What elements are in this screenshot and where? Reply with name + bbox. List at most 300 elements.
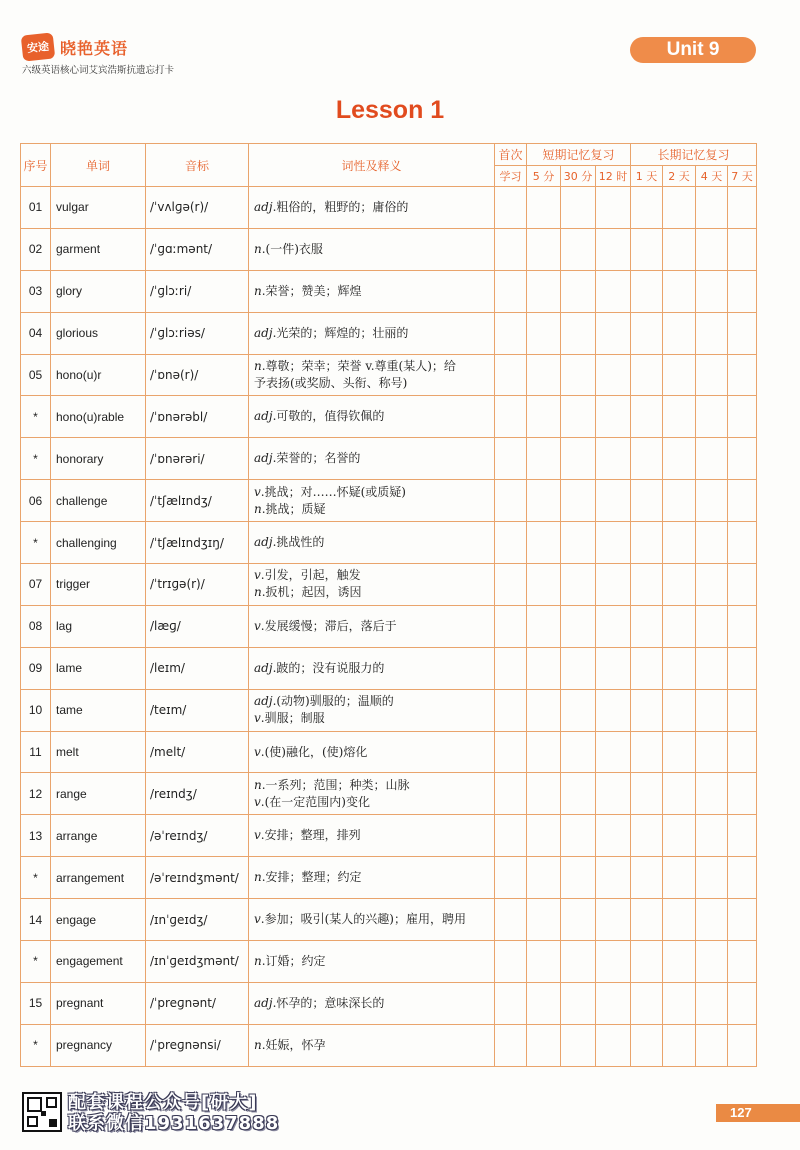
review-checkbox-cell[interactable] xyxy=(495,438,527,480)
row-phonetic: /ˈvʌlɡə(r)/ xyxy=(146,187,249,229)
review-checkbox-cell[interactable] xyxy=(596,1024,631,1066)
review-checkbox-cell[interactable] xyxy=(663,312,696,354)
table-row xyxy=(21,773,757,815)
review-checkbox-cell[interactable] xyxy=(495,522,527,564)
definition-text: .驯服；制服 xyxy=(260,711,325,726)
book-subtitle: 六级英语核心词艾宾浩斯抗遗忘打卡 xyxy=(22,65,175,76)
review-checkbox-cell[interactable] xyxy=(561,647,596,689)
review-checkbox-cell[interactable] xyxy=(663,396,696,438)
review-checkbox-cell[interactable] xyxy=(663,480,696,522)
review-checkbox-cell[interactable] xyxy=(527,605,561,647)
review-checkbox-cell[interactable] xyxy=(631,312,663,354)
review-checkbox-cell[interactable] xyxy=(663,647,696,689)
review-checkbox-cell[interactable] xyxy=(696,899,728,941)
review-checkbox-cell[interactable] xyxy=(561,815,596,857)
review-checkbox-cell[interactable] xyxy=(596,982,631,1024)
definition-line xyxy=(254,869,494,886)
row-number: * xyxy=(21,941,51,983)
definition-line xyxy=(254,1037,494,1054)
row-definition xyxy=(249,312,495,354)
review-checkbox-cell[interactable] xyxy=(596,354,631,396)
table-row xyxy=(21,941,757,983)
review-checkbox-cell[interactable] xyxy=(527,522,561,564)
row-definition xyxy=(249,396,495,438)
definition-line xyxy=(254,618,494,635)
review-checkbox-cell[interactable] xyxy=(495,815,527,857)
review-checkbox-cell[interactable] xyxy=(663,773,696,815)
review-checkbox-cell[interactable] xyxy=(527,187,561,229)
lesson-title: Lesson 1 xyxy=(335,96,445,124)
definition-text: .安排；整理，排列 xyxy=(260,828,361,843)
review-checkbox-cell[interactable] xyxy=(663,228,696,270)
part-of-speech: n xyxy=(254,585,262,600)
part-of-speech: adj xyxy=(254,535,273,550)
header-number: 序号 xyxy=(21,144,51,187)
definition-line xyxy=(254,484,494,501)
table-row xyxy=(21,605,757,647)
review-checkbox-cell[interactable] xyxy=(495,187,527,229)
review-checkbox-cell[interactable] xyxy=(696,647,728,689)
part-of-speech: n xyxy=(254,501,262,516)
review-checkbox-cell[interactable] xyxy=(631,228,663,270)
review-checkbox-cell[interactable] xyxy=(527,982,561,1024)
row-definition xyxy=(249,857,495,899)
review-checkbox-cell[interactable] xyxy=(561,480,596,522)
review-checkbox-cell[interactable] xyxy=(728,438,757,480)
review-checkbox-cell[interactable] xyxy=(728,312,757,354)
review-checkbox-cell[interactable] xyxy=(561,1024,596,1066)
row-definition xyxy=(249,647,495,689)
part-of-speech: n xyxy=(254,1037,262,1052)
review-checkbox-cell[interactable] xyxy=(596,941,631,983)
definition-text: .发展缓慢；滞后，落后于 xyxy=(260,618,397,633)
review-checkbox-cell[interactable] xyxy=(596,773,631,815)
definition-line xyxy=(254,995,494,1012)
vocabulary-table xyxy=(20,143,757,1067)
review-checkbox-cell[interactable] xyxy=(495,941,527,983)
review-checkbox-cell[interactable] xyxy=(663,438,696,480)
table-body xyxy=(21,187,757,1067)
definition-line xyxy=(254,283,494,300)
review-checkbox-cell[interactable] xyxy=(527,312,561,354)
row-word: range xyxy=(51,773,146,815)
review-checkbox-cell[interactable] xyxy=(561,899,596,941)
review-checkbox-cell[interactable] xyxy=(527,773,561,815)
row-phonetic: /læɡ/ xyxy=(146,605,249,647)
definition-text: .引发，引起，触发 xyxy=(260,568,361,583)
row-number: * xyxy=(21,857,51,899)
review-checkbox-cell[interactable] xyxy=(631,941,663,983)
review-checkbox-cell[interactable] xyxy=(728,1024,757,1066)
part-of-speech: adj xyxy=(254,409,273,424)
table-row xyxy=(21,480,757,522)
review-checkbox-cell[interactable] xyxy=(596,522,631,564)
review-checkbox-cell[interactable] xyxy=(495,605,527,647)
row-number: 01 xyxy=(21,187,51,229)
definition-line xyxy=(254,501,494,518)
review-checkbox-cell[interactable] xyxy=(495,270,527,312)
definition-text: .(动物)驯服的；温顺的 xyxy=(272,694,394,709)
table-row xyxy=(21,731,757,773)
review-checkbox-cell[interactable] xyxy=(561,522,596,564)
review-checkbox-cell[interactable] xyxy=(527,270,561,312)
part-of-speech: v xyxy=(254,744,261,759)
table-row xyxy=(21,522,757,564)
part-of-speech: v xyxy=(254,794,261,809)
review-checkbox-cell[interactable] xyxy=(728,857,757,899)
review-checkbox-cell[interactable] xyxy=(728,647,757,689)
definition-line xyxy=(254,450,494,467)
review-checkbox-cell[interactable] xyxy=(696,857,728,899)
review-checkbox-cell[interactable] xyxy=(663,564,696,606)
review-checkbox-cell[interactable] xyxy=(596,438,631,480)
definition-line xyxy=(254,408,494,425)
review-checkbox-cell[interactable] xyxy=(696,815,728,857)
review-checkbox-cell[interactable] xyxy=(495,689,527,731)
part-of-speech: n xyxy=(254,283,262,298)
review-checkbox-cell[interactable] xyxy=(728,773,757,815)
review-checkbox-cell[interactable] xyxy=(663,857,696,899)
review-checkbox-cell[interactable] xyxy=(527,899,561,941)
promo-line: 联系微信1931637888 xyxy=(68,1113,280,1134)
review-checkbox-cell[interactable] xyxy=(561,982,596,1024)
review-checkbox-cell[interactable] xyxy=(495,396,527,438)
review-checkbox-cell[interactable] xyxy=(495,312,527,354)
review-checkbox-cell[interactable] xyxy=(663,522,696,564)
review-checkbox-cell[interactable] xyxy=(696,605,728,647)
review-checkbox-cell[interactable] xyxy=(631,647,663,689)
logo-mark-icon: 安途 xyxy=(21,32,56,61)
definition-line xyxy=(254,777,494,794)
table-row xyxy=(21,396,757,438)
review-checkbox-cell[interactable] xyxy=(527,647,561,689)
row-number: 14 xyxy=(21,899,51,941)
review-checkbox-cell[interactable] xyxy=(527,396,561,438)
review-checkbox-cell[interactable] xyxy=(596,857,631,899)
row-definition xyxy=(249,187,495,229)
review-checkbox-cell[interactable] xyxy=(596,647,631,689)
row-word: hono(u)rable xyxy=(51,396,146,438)
page-number: 127 xyxy=(716,1104,800,1122)
row-phonetic: /ˈtʃælɪndʒ/ xyxy=(146,480,249,522)
review-checkbox-cell[interactable] xyxy=(631,815,663,857)
definition-line xyxy=(254,744,494,761)
review-checkbox-cell[interactable] xyxy=(696,941,728,983)
review-checkbox-cell[interactable] xyxy=(696,438,728,480)
review-checkbox-cell[interactable] xyxy=(728,270,757,312)
review-checkbox-cell[interactable] xyxy=(663,354,696,396)
review-checkbox-cell[interactable] xyxy=(561,312,596,354)
table-row xyxy=(21,187,757,229)
review-checkbox-cell[interactable] xyxy=(631,522,663,564)
review-checkbox-cell[interactable] xyxy=(696,564,728,606)
review-checkbox-cell[interactable] xyxy=(596,899,631,941)
row-definition xyxy=(249,1024,495,1066)
row-number: 15 xyxy=(21,982,51,1024)
review-checkbox-cell[interactable] xyxy=(663,731,696,773)
review-checkbox-cell[interactable] xyxy=(631,354,663,396)
table-row xyxy=(21,689,757,731)
review-checkbox-cell[interactable] xyxy=(495,857,527,899)
definition-text: 予表扬(或奖励、头衔、称号) xyxy=(254,376,408,390)
review-checkbox-cell[interactable] xyxy=(561,228,596,270)
row-number: 13 xyxy=(21,815,51,857)
row-word: glorious xyxy=(51,312,146,354)
row-number: * xyxy=(21,1024,51,1066)
review-checkbox-cell[interactable] xyxy=(696,480,728,522)
row-word: vulgar xyxy=(51,187,146,229)
review-checkbox-cell[interactable] xyxy=(495,480,527,522)
review-checkbox-cell[interactable] xyxy=(631,187,663,229)
table-row xyxy=(21,228,757,270)
review-checkbox-cell[interactable] xyxy=(527,438,561,480)
review-checkbox-cell[interactable] xyxy=(631,438,663,480)
review-checkbox-cell[interactable] xyxy=(663,982,696,1024)
review-checkbox-cell[interactable] xyxy=(728,480,757,522)
definition-line xyxy=(254,584,494,601)
review-checkbox-cell[interactable] xyxy=(596,605,631,647)
header-long-sub: 1 天 xyxy=(631,166,663,187)
review-checkbox-cell[interactable] xyxy=(495,564,527,606)
definition-text: .怀孕的；意味深长的 xyxy=(272,995,385,1010)
review-checkbox-cell[interactable] xyxy=(728,564,757,606)
part-of-speech: adj xyxy=(254,660,273,675)
review-checkbox-cell[interactable] xyxy=(527,228,561,270)
review-checkbox-cell[interactable] xyxy=(696,354,728,396)
review-checkbox-cell[interactable] xyxy=(631,605,663,647)
row-word: lag xyxy=(51,605,146,647)
row-phonetic: /ˈɒnə(r)/ xyxy=(146,354,249,396)
review-checkbox-cell[interactable] xyxy=(663,1024,696,1066)
definition-text: .一系列；范围；种类；山脉 xyxy=(261,777,410,792)
part-of-speech: v xyxy=(254,568,261,583)
review-checkbox-cell[interactable] xyxy=(527,857,561,899)
definition-line xyxy=(254,953,494,970)
definition-text: .(使)融化，(使)熔化 xyxy=(260,744,368,759)
review-checkbox-cell[interactable] xyxy=(631,731,663,773)
header-short-term-review: 短期记忆复习 xyxy=(527,144,631,166)
review-checkbox-cell[interactable] xyxy=(728,522,757,564)
review-checkbox-cell[interactable] xyxy=(527,731,561,773)
part-of-speech: adj xyxy=(254,325,273,340)
row-word: engagement xyxy=(51,941,146,983)
review-checkbox-cell[interactable] xyxy=(696,187,728,229)
header-short-sub: 5 分 xyxy=(527,166,561,187)
review-checkbox-cell[interactable] xyxy=(596,187,631,229)
definition-text: .光荣的；辉煌的；壮丽的 xyxy=(272,325,409,340)
definition-text: .挑战性的 xyxy=(272,535,325,550)
row-number: 12 xyxy=(21,773,51,815)
review-checkbox-cell[interactable] xyxy=(631,857,663,899)
part-of-speech: adj xyxy=(254,995,273,1010)
review-checkbox-cell[interactable] xyxy=(631,270,663,312)
row-word: challenging xyxy=(51,522,146,564)
review-checkbox-cell[interactable] xyxy=(561,438,596,480)
row-word: pregnancy xyxy=(51,1024,146,1066)
review-checkbox-cell[interactable] xyxy=(663,270,696,312)
review-checkbox-cell[interactable] xyxy=(596,731,631,773)
definition-line xyxy=(254,358,494,375)
review-checkbox-cell[interactable] xyxy=(663,941,696,983)
row-definition xyxy=(249,480,495,522)
review-checkbox-cell[interactable] xyxy=(561,773,596,815)
review-checkbox-cell[interactable] xyxy=(663,605,696,647)
review-checkbox-cell[interactable] xyxy=(596,270,631,312)
page-header xyxy=(0,0,800,90)
review-checkbox-cell[interactable] xyxy=(527,1024,561,1066)
review-checkbox-cell[interactable] xyxy=(663,899,696,941)
review-checkbox-cell[interactable] xyxy=(631,773,663,815)
part-of-speech: adj xyxy=(254,694,273,709)
review-checkbox-cell[interactable] xyxy=(495,982,527,1024)
row-word: melt xyxy=(51,731,146,773)
review-checkbox-cell[interactable] xyxy=(527,354,561,396)
review-checkbox-cell[interactable] xyxy=(696,396,728,438)
row-phonetic: /leɪm/ xyxy=(146,647,249,689)
review-checkbox-cell[interactable] xyxy=(596,480,631,522)
review-checkbox-cell[interactable] xyxy=(561,270,596,312)
review-checkbox-cell[interactable] xyxy=(561,605,596,647)
row-definition xyxy=(249,438,495,480)
table-row xyxy=(21,312,757,354)
review-checkbox-cell[interactable] xyxy=(495,773,527,815)
row-number: * xyxy=(21,396,51,438)
review-checkbox-cell[interactable] xyxy=(728,899,757,941)
review-checkbox-cell[interactable] xyxy=(631,689,663,731)
review-checkbox-cell[interactable] xyxy=(631,1024,663,1066)
row-number: 03 xyxy=(21,270,51,312)
part-of-speech: v xyxy=(254,711,261,726)
review-checkbox-cell[interactable] xyxy=(561,187,596,229)
part-of-speech: n xyxy=(254,870,262,885)
review-checkbox-cell[interactable] xyxy=(696,228,728,270)
review-checkbox-cell[interactable] xyxy=(728,689,757,731)
row-phonetic: /melt/ xyxy=(146,731,249,773)
review-checkbox-cell[interactable] xyxy=(495,899,527,941)
review-checkbox-cell[interactable] xyxy=(728,731,757,773)
review-checkbox-cell[interactable] xyxy=(696,773,728,815)
page-footer xyxy=(0,1080,800,1150)
review-checkbox-cell[interactable] xyxy=(696,1024,728,1066)
review-checkbox-cell[interactable] xyxy=(527,815,561,857)
review-checkbox-cell[interactable] xyxy=(631,982,663,1024)
row-definition xyxy=(249,270,495,312)
review-checkbox-cell[interactable] xyxy=(561,564,596,606)
review-checkbox-cell[interactable] xyxy=(728,354,757,396)
row-phonetic: /ˈtʃælɪndʒɪŋ/ xyxy=(146,522,249,564)
review-checkbox-cell[interactable] xyxy=(728,982,757,1024)
table-row xyxy=(21,354,757,396)
review-checkbox-cell[interactable] xyxy=(596,689,631,731)
review-checkbox-cell[interactable] xyxy=(631,480,663,522)
review-checkbox-cell[interactable] xyxy=(527,480,561,522)
row-phonetic: /ˈɒnərəbl/ xyxy=(146,396,249,438)
review-checkbox-cell[interactable] xyxy=(495,354,527,396)
review-checkbox-cell[interactable] xyxy=(561,857,596,899)
review-checkbox-cell[interactable] xyxy=(631,564,663,606)
review-checkbox-cell[interactable] xyxy=(596,396,631,438)
review-checkbox-cell[interactable] xyxy=(696,982,728,1024)
row-definition xyxy=(249,941,495,983)
definition-line xyxy=(254,199,494,216)
review-checkbox-cell[interactable] xyxy=(561,689,596,731)
review-checkbox-cell[interactable] xyxy=(696,689,728,731)
review-checkbox-cell[interactable] xyxy=(728,815,757,857)
review-checkbox-cell[interactable] xyxy=(728,941,757,983)
row-phonetic: /teɪm/ xyxy=(146,689,249,731)
review-checkbox-cell[interactable] xyxy=(527,941,561,983)
review-checkbox-cell[interactable] xyxy=(631,899,663,941)
definition-text: .可敬的，值得钦佩的 xyxy=(272,409,385,424)
review-checkbox-cell[interactable] xyxy=(495,731,527,773)
row-number: 08 xyxy=(21,605,51,647)
review-checkbox-cell[interactable] xyxy=(596,815,631,857)
review-checkbox-cell[interactable] xyxy=(696,731,728,773)
review-checkbox-cell[interactable] xyxy=(561,941,596,983)
review-checkbox-cell[interactable] xyxy=(696,522,728,564)
row-number: 06 xyxy=(21,480,51,522)
review-checkbox-cell[interactable] xyxy=(527,564,561,606)
definition-text: .妊娠，怀孕 xyxy=(261,1037,326,1052)
definition-line xyxy=(254,325,494,342)
row-word: trigger xyxy=(51,564,146,606)
review-checkbox-cell[interactable] xyxy=(728,187,757,229)
review-checkbox-cell[interactable] xyxy=(495,1024,527,1066)
review-checkbox-cell[interactable] xyxy=(663,187,696,229)
review-checkbox-cell[interactable] xyxy=(663,689,696,731)
review-checkbox-cell[interactable] xyxy=(696,312,728,354)
review-checkbox-cell[interactable] xyxy=(596,564,631,606)
row-definition xyxy=(249,982,495,1024)
definition-text: .挑战；质疑 xyxy=(261,501,326,516)
review-checkbox-cell[interactable] xyxy=(696,270,728,312)
row-phonetic: /ˈɒnərəri/ xyxy=(146,438,249,480)
review-checkbox-cell[interactable] xyxy=(561,396,596,438)
part-of-speech: v xyxy=(254,912,261,927)
definition-line xyxy=(254,534,494,551)
review-checkbox-cell[interactable] xyxy=(728,228,757,270)
part-of-speech: n xyxy=(254,953,262,968)
definition-text: .尊敬；荣幸；荣誉 v.尊重(某人)；给 xyxy=(261,359,456,373)
row-word: pregnant xyxy=(51,982,146,1024)
review-checkbox-cell[interactable] xyxy=(495,647,527,689)
review-checkbox-cell[interactable] xyxy=(631,396,663,438)
table-row xyxy=(21,815,757,857)
definition-text: .(在一定范围内)变化 xyxy=(260,794,370,809)
review-checkbox-cell[interactable] xyxy=(728,396,757,438)
row-definition xyxy=(249,689,495,731)
row-word: glory xyxy=(51,270,146,312)
row-phonetic: /ˈɡlɔːriəs/ xyxy=(146,312,249,354)
row-definition xyxy=(249,522,495,564)
review-checkbox-cell[interactable] xyxy=(561,354,596,396)
review-checkbox-cell[interactable] xyxy=(495,228,527,270)
row-phonetic: /əˈreɪndʒmənt/ xyxy=(146,857,249,899)
part-of-speech: n xyxy=(254,777,262,792)
review-checkbox-cell[interactable] xyxy=(728,605,757,647)
review-checkbox-cell[interactable] xyxy=(596,312,631,354)
review-checkbox-cell[interactable] xyxy=(527,689,561,731)
table-row xyxy=(21,647,757,689)
review-checkbox-cell[interactable] xyxy=(596,228,631,270)
row-definition xyxy=(249,564,495,606)
row-word: arrangement xyxy=(51,857,146,899)
review-checkbox-cell[interactable] xyxy=(663,815,696,857)
header-word: 单词 xyxy=(51,144,146,187)
row-number: 11 xyxy=(21,731,51,773)
review-checkbox-cell[interactable] xyxy=(561,731,596,773)
row-definition xyxy=(249,731,495,773)
